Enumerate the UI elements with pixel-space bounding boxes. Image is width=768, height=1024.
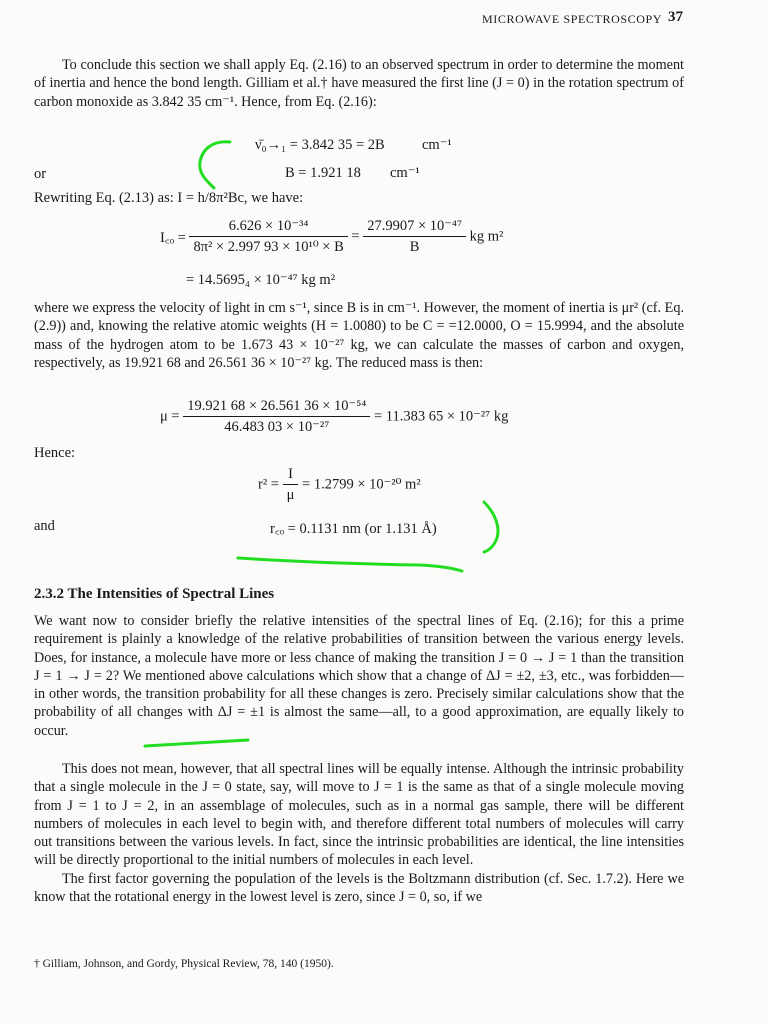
ico-denominator-2: B bbox=[409, 239, 420, 255]
ico-equals: = bbox=[351, 228, 360, 245]
section-heading: 2.3.2 The Intensities of Spectral Lines bbox=[34, 586, 275, 602]
intro-text: To conclude this section we shall apply Eq. (2.16) to an observed spectrum in order to determine the moment of inertia and hence the bond length. Gilliam et al.† have measured the first line (J = 0) in the rotation spectrum of carbon monoxide as 3.842 35 cm⁻¹. Hence, from Eq. (2.16): bbox=[34, 57, 684, 110]
underline-rco-annotation bbox=[238, 558, 462, 571]
underline-delta-annotation bbox=[145, 740, 248, 746]
equation-b: B = 1.921 18 bbox=[285, 165, 361, 181]
equation-frequency: ν̄₀→₁ = 3.842 35 = 2B bbox=[255, 137, 385, 153]
ico-denominator-1: 8π² × 2.997 93 × 10¹⁰ × B bbox=[193, 239, 344, 255]
left-bracket-annotation bbox=[200, 142, 230, 188]
footnote: † Gilliam, Johnson, and Gordy, Physical Review, 78, 140 (1950). bbox=[34, 958, 334, 970]
equation-frequency-unit: cm⁻¹ bbox=[422, 137, 452, 153]
r2-lhs: r² = bbox=[258, 476, 279, 493]
ico-lhs: I꜀ₒ = bbox=[160, 230, 186, 246]
ico-result: = 14.5695₄ × 10⁻⁴⁷ kg m² bbox=[186, 272, 336, 288]
ico-numerator-2: 27.9907 × 10⁻⁴⁷ bbox=[363, 218, 466, 237]
equation-rco: r꜀ₒ = 0.1131 nm (or 1.131 Å) bbox=[270, 521, 437, 537]
and-label: and bbox=[34, 518, 55, 534]
mu-rhs: = 11.383 65 × 10⁻²⁷ kg bbox=[373, 408, 509, 425]
equation-b-unit: cm⁻¹ bbox=[390, 165, 420, 181]
r2-denominator: μ bbox=[286, 487, 295, 503]
or-label: or bbox=[34, 166, 47, 182]
population-text: This does not mean, however, that all spectral lines will be equally intense. Although the intrinsic probability that a single molecule in the J = 0 state, say, will move to J = 1 is the same as that of a single molecule moving from J = 1 to J = 2, in an assemblage of molecules, such as in a normal gas sample, there will be different numbers of molecules in each level to begin with, and therefore different total numbers of molecules will carry out transitions between the various levels. In fact, since the intrinsic probabilities are identical, the line intensities will be directly proportional to the initial numbers of molecules in each level. bbox=[34, 761, 684, 869]
reduced-mass-text: where we express the velocity of light in cm s⁻¹, since B is in cm⁻¹. However, the moment of inertia is μr² (cf. Eq. (2.9)) and, knowing the relative atomic weights (H = 1.0080) to be C = =12.0000, O = 15.9994, and the absolute mass of the hydrogen atom to be 1.673 43 × 10⁻²⁷ kg, we can calculate the masses of carbon and oxygen, respectively, as 19.921 68 and 26.561 36 × 10⁻²⁷ kg. The reduced mass is then: bbox=[34, 300, 684, 371]
rewriting-line: Rewriting Eq. (2.13) as: I = h/8π²Bc, we have: bbox=[34, 190, 304, 206]
page-number: 37 bbox=[668, 9, 683, 25]
ico-numerator-1: 6.626 × 10⁻³⁴ bbox=[189, 218, 347, 237]
r2-numerator: I bbox=[283, 466, 299, 485]
hence-label: Hence: bbox=[34, 445, 76, 461]
mu-numerator: 19.921 68 × 26.561 36 × 10⁻⁵⁴ bbox=[183, 398, 370, 417]
right-bracket-annotation bbox=[484, 502, 498, 552]
intensity-text: We want now to consider briefly the relative intensities of the spectral lines of Eq. (2.16); for this a prime requirement is plainly a knowledge of the relative probabilities of transition between the various energy levels. Does, for instance, a molecule have more or less chance of making the transition J = 0 → J = 1 than the transition J = 1 → J = 2? We mentioned above calculations which show that a change of ΔJ = ±2, ±3, etc., was forbidden—in other words, the transition probability for all these changes is zero. Precisely similar calculations show that the probability of all changes with ΔJ = ±1 is almost the same—all, to a good approximation, are equally likely to occur. bbox=[34, 613, 684, 739]
ico-unit: kg m² bbox=[469, 228, 504, 245]
mu-lhs: μ = bbox=[160, 408, 180, 425]
mu-denominator: 46.483 03 × 10⁻²⁷ bbox=[224, 419, 330, 435]
boltzmann-text: The first factor governing the population of the levels is the Boltzmann distribution (cf. Sec. 1.7.2). Here we know that the rotational energy in the lowest level is zero, since J = 0, so, if we bbox=[34, 870, 684, 906]
r2-rhs: = 1.2799 × 10⁻²⁰ m² bbox=[302, 476, 421, 493]
running-title: MICROWAVE SPECTROSCOPY bbox=[482, 12, 663, 26]
